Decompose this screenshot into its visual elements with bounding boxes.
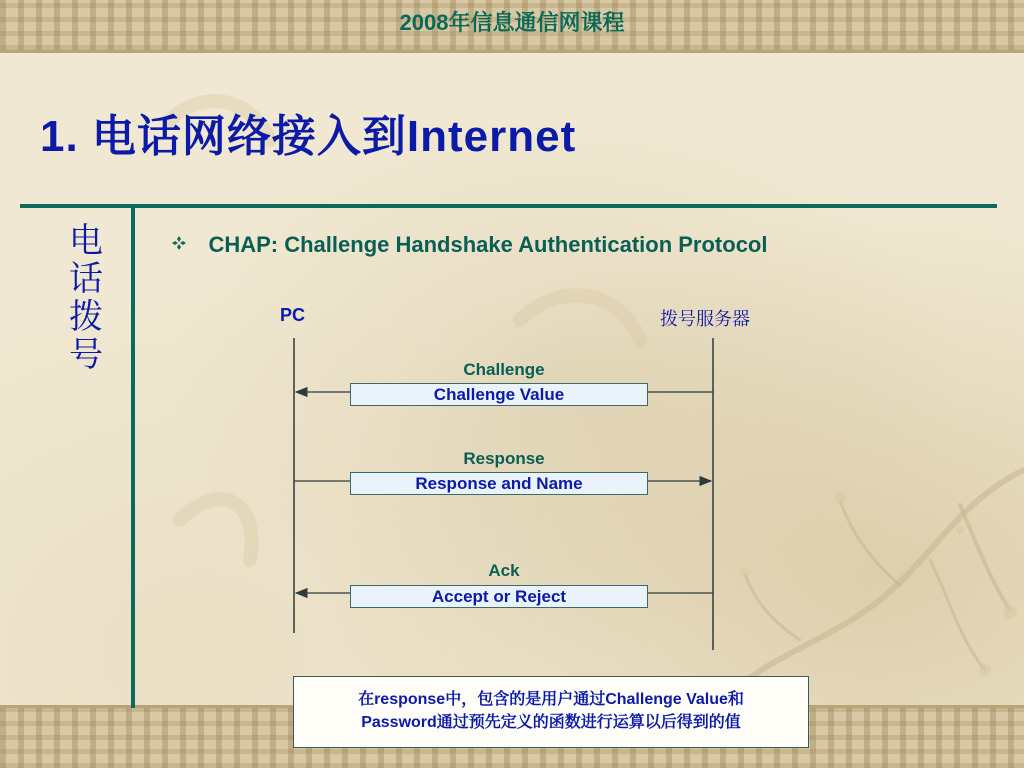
bullet-text: CHAP: Challenge Handshake Authentication Protocol (208, 232, 768, 257)
challenge-value-box: Challenge Value (350, 383, 648, 406)
lane-label-server: 拨号服务器 (660, 309, 750, 329)
side-label-char: 号 (69, 335, 103, 375)
note-line-1: 在response中，包含的是用户通过Challenge Value和 (358, 691, 744, 708)
side-label-char: 拨 (69, 297, 103, 337)
sidebar-divider (131, 208, 135, 708)
bullet-item (172, 232, 767, 258)
course-title: 2008年信息通信网课程 (399, 10, 625, 35)
accept-reject-box: Accept or Reject (350, 585, 648, 608)
note-line-2: Password通过预先定义的函数进行运算以后得到的值 (361, 714, 741, 731)
diamond-bullet-icon (172, 236, 192, 254)
side-label-char: 电 (69, 221, 103, 261)
slide-title: 1. 电话网络接入到Internet (40, 112, 577, 161)
response-label: Response (463, 449, 545, 468)
lane-label-pc: PC (280, 305, 306, 325)
challenge-label: Challenge (463, 360, 545, 379)
response-name-box: Response and Name (350, 472, 648, 495)
explanation-note (293, 676, 809, 748)
side-label-char: 话 (69, 259, 103, 299)
ack-label: Ack (488, 561, 520, 580)
title-divider (20, 204, 997, 208)
side-label (64, 222, 108, 374)
